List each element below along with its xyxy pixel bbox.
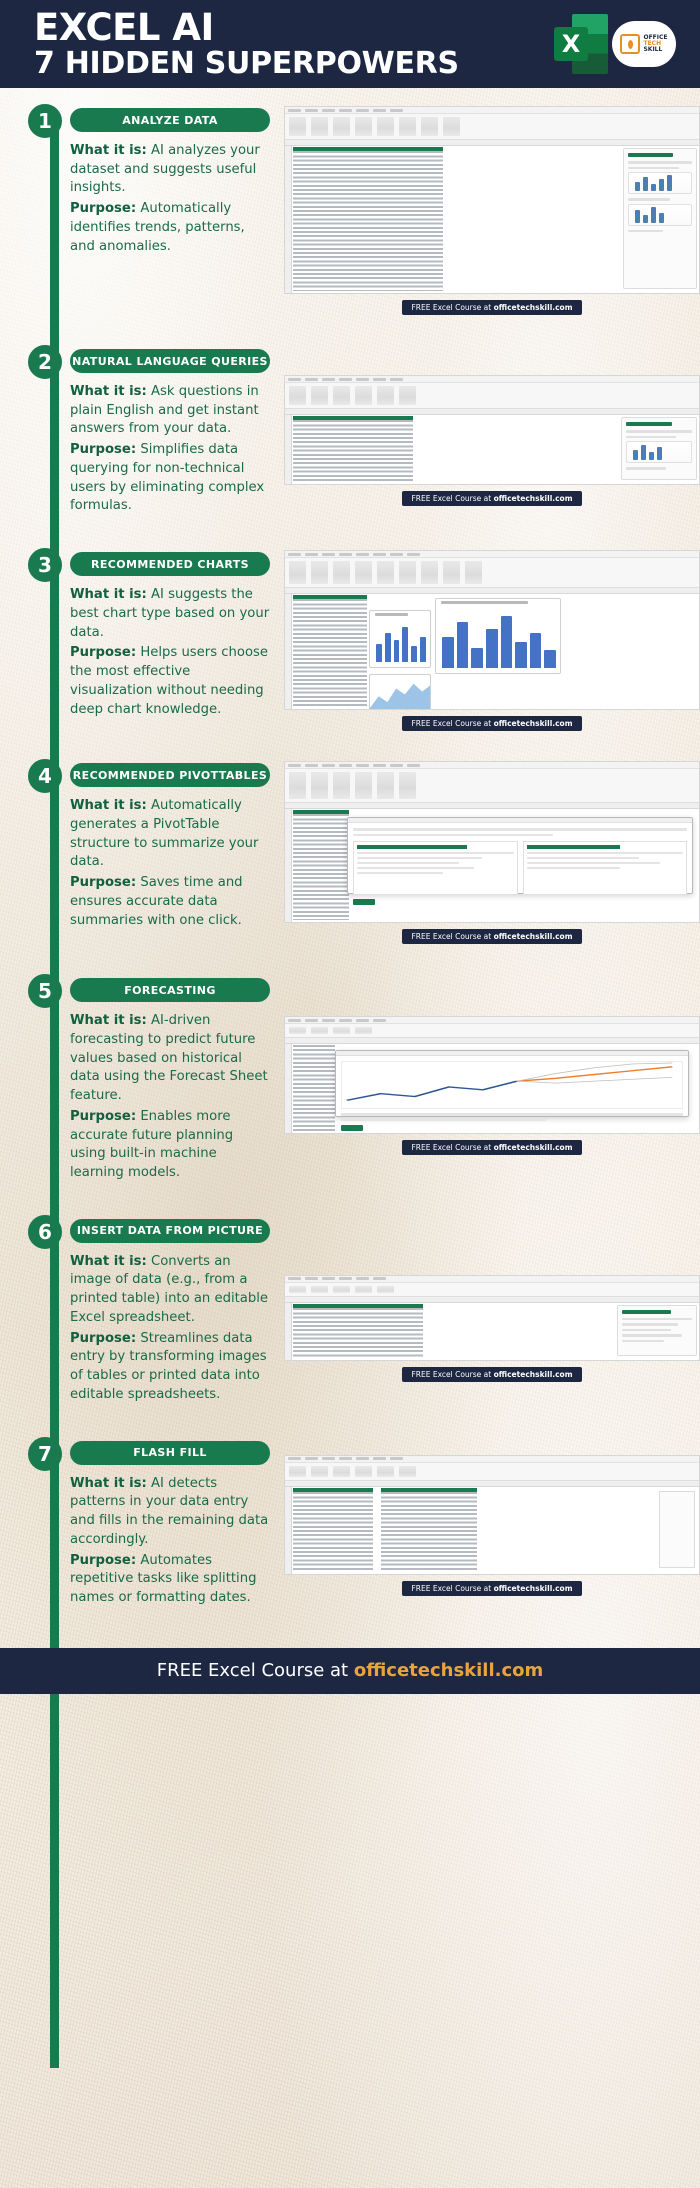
brand-wordmark xyxy=(643,35,667,54)
brand-line-skill: SKILL xyxy=(643,46,663,54)
section-number-badge: 3 xyxy=(28,548,62,582)
section-screenshot-column xyxy=(270,970,700,1185)
section-recommended-pivottables xyxy=(0,755,700,944)
brand-line-office: OFFICE xyxy=(643,33,668,41)
screenshot-caption xyxy=(402,1140,581,1155)
caption-domain: officetechskill.com xyxy=(493,303,573,312)
section-text-column xyxy=(70,755,270,944)
section-description xyxy=(70,1475,270,1608)
caption-prefix: FREE Excel Course at xyxy=(411,1369,494,1379)
section-recommended-charts xyxy=(0,544,700,731)
section-flash-fill xyxy=(0,1433,700,1610)
section-number-badge: 7 xyxy=(28,1437,62,1471)
section-screenshot-column xyxy=(270,100,700,315)
excel-screenshot xyxy=(284,1016,700,1134)
section-description xyxy=(70,383,270,516)
section-analyze-data xyxy=(0,100,700,315)
chart-preview-large xyxy=(435,598,561,674)
section-title-pill xyxy=(70,108,270,132)
section-screenshot-column xyxy=(270,341,700,518)
section-description xyxy=(70,797,270,930)
footer-prefix: FREE Excel Course at xyxy=(156,1660,354,1682)
footer-domain[interactable]: officetechskill.com xyxy=(353,1660,544,1682)
officetechskill-logo xyxy=(612,21,676,67)
section-title-label: ANALYZE DATA xyxy=(122,113,218,127)
caption-prefix: FREE Excel Course at xyxy=(411,932,494,942)
purpose-text: Enables more accurate future planning using built-in machine learning models. xyxy=(70,1108,234,1181)
brand-mark-icon xyxy=(620,34,640,54)
what-it-is-label: What it is: xyxy=(70,384,147,399)
section-insert-data-from-picture xyxy=(0,1211,700,1407)
purpose-label: Purpose: xyxy=(70,201,137,217)
what-it-is-label: What it is: xyxy=(70,143,147,158)
what-it-is-text: AI analyzes your dataset and suggests useful insights. xyxy=(70,143,260,196)
page-header xyxy=(0,0,700,88)
excel-screenshot xyxy=(284,375,700,485)
area-chart-icon xyxy=(370,675,430,709)
caption-domain: officetechskill.com xyxy=(493,1369,573,1379)
caption-prefix: FREE Excel Course at xyxy=(411,303,494,312)
forecast-sheet-dialog xyxy=(335,1050,689,1117)
section-number-badge: 5 xyxy=(28,974,62,1008)
what-it-is-text: Ask questions in plain English and get instant answers from your data. xyxy=(70,384,259,437)
caption-domain: officetechskill.com xyxy=(493,719,573,729)
section-text-column xyxy=(70,341,270,518)
excel-logo-x: X xyxy=(554,27,588,61)
what-it-is-label: What it is: xyxy=(70,1475,147,1491)
section-title-pill xyxy=(70,349,270,373)
purpose-label: Purpose: xyxy=(70,1552,137,1568)
section-title-label: RECOMMENDED PIVOTTABLES xyxy=(72,768,268,782)
section-title-pill xyxy=(70,1441,270,1465)
caption-prefix: FREE Excel Course at xyxy=(411,719,494,729)
screenshot-caption xyxy=(402,929,581,944)
section-description xyxy=(70,586,270,719)
section-text-column xyxy=(70,1433,270,1610)
purpose-label: Purpose: xyxy=(70,1330,137,1346)
caption-domain: officetechskill.com xyxy=(493,494,573,503)
caption-prefix: FREE Excel Course at xyxy=(411,1583,494,1593)
purpose-label: Purpose: xyxy=(70,1108,137,1124)
caption-domain: officetechskill.com xyxy=(493,1583,573,1593)
screenshot-caption xyxy=(402,1581,581,1596)
section-description xyxy=(70,1253,270,1405)
what-it-is-label: What it is: xyxy=(70,798,147,814)
section-title-pill xyxy=(70,1219,270,1243)
section-text-column xyxy=(70,1211,270,1407)
section-title-label: INSERT DATA FROM PICTURE xyxy=(76,1224,264,1238)
section-description xyxy=(70,142,270,256)
excel-logo-icon xyxy=(554,14,608,74)
purpose-text: Automatically identifies trends, patterns, and anomalies. xyxy=(70,201,245,254)
section-forecasting xyxy=(0,970,700,1185)
section-title-pill xyxy=(70,763,270,787)
section-text-column xyxy=(70,100,270,315)
header-logo-group xyxy=(554,14,676,74)
pivottable-dialog xyxy=(347,817,693,894)
screenshot-caption xyxy=(402,716,581,731)
screenshot-caption xyxy=(402,1367,581,1382)
excel-screenshot xyxy=(284,106,700,294)
brand-line-tech: TECH xyxy=(643,39,662,47)
forecast-line-chart xyxy=(342,1062,682,1108)
section-number-badge: 6 xyxy=(28,1215,62,1249)
what-it-is-label: What it is: xyxy=(70,1253,147,1269)
what-it-is-label: What it is: xyxy=(70,1013,147,1029)
section-title-pill xyxy=(70,552,270,576)
section-natural-language-queries xyxy=(0,341,700,518)
caption-prefix: FREE Excel Course at xyxy=(411,494,494,503)
chart-preview-small xyxy=(369,610,431,668)
purpose-label: Purpose: xyxy=(70,442,137,458)
section-title-label: FORECASTING xyxy=(124,983,216,997)
excel-screenshot xyxy=(284,550,700,710)
purpose-text: Streamlines data entry by transforming images of tables or printed data into editable spreadsheets. xyxy=(70,1330,267,1402)
section-screenshot-column xyxy=(270,755,700,944)
section-text-column xyxy=(70,970,270,1185)
what-it-is-text: AI suggests the best chart type based on your data. xyxy=(70,587,270,640)
page-title: EXCEL AI xyxy=(34,5,214,49)
section-number-badge: 1 xyxy=(28,104,62,138)
header-title-group xyxy=(34,5,459,81)
screenshot-caption xyxy=(402,300,581,315)
picture-data-pane xyxy=(617,1305,697,1356)
purpose-label: Purpose: xyxy=(70,645,137,661)
what-it-is-text: AI-driven forecasting to predict future values based on historical data using the Forecast Sheet feature. xyxy=(70,1013,268,1104)
sections-list xyxy=(0,100,700,1648)
page-subtitle: 7 HIDDEN SUPERPOWERS xyxy=(34,45,459,81)
purpose-text: Saves time and ensures accurate data summaries with one click. xyxy=(70,875,243,928)
section-screenshot-column xyxy=(270,1211,700,1407)
purpose-text: Automates repetitive tasks like splitting names or formatting dates. xyxy=(70,1552,257,1606)
section-title-pill xyxy=(70,978,270,1002)
section-text-column xyxy=(70,544,270,731)
footer-text xyxy=(157,1660,544,1681)
caption-domain: officetechskill.com xyxy=(493,932,573,942)
what-it-is-text: AI detects patterns in your data entry and fills in the remaining data accordingly. xyxy=(70,1475,269,1547)
excel-screenshot xyxy=(284,761,700,923)
caption-domain: officetechskill.com xyxy=(493,1143,573,1153)
excel-screenshot xyxy=(284,1455,700,1575)
what-it-is-text: Converts an image of data (e.g., from a printed table) into an editable Excel spreadsheet. xyxy=(70,1253,269,1325)
section-title-label: NATURAL LANGUAGE QUERIES xyxy=(72,354,268,368)
page-footer xyxy=(0,1648,700,1694)
chart-preview-area xyxy=(369,674,431,709)
purpose-label: Purpose: xyxy=(70,875,137,891)
caption-prefix: FREE Excel Course at xyxy=(411,1143,494,1153)
section-number-badge: 4 xyxy=(28,759,62,793)
section-screenshot-column xyxy=(270,1433,700,1610)
section-screenshot-column xyxy=(270,544,700,731)
purpose-text: Simplifies data querying for non-technical users by eliminating complex formulas. xyxy=(70,442,265,514)
section-description xyxy=(70,1012,270,1183)
what-it-is-text: Automatically generates a PivotTable structure to summarize your data. xyxy=(70,798,259,870)
purpose-text: Helps users choose the most effective visualization without needing deep chart knowledge. xyxy=(70,645,268,717)
screenshot-caption xyxy=(402,491,581,506)
section-title-label: FLASH FILL xyxy=(133,1446,207,1460)
what-it-is-label: What it is: xyxy=(70,587,147,603)
section-number-badge: 2 xyxy=(28,345,62,379)
section-title-label: RECOMMENDED CHARTS xyxy=(90,557,250,571)
excel-screenshot xyxy=(284,1275,700,1361)
